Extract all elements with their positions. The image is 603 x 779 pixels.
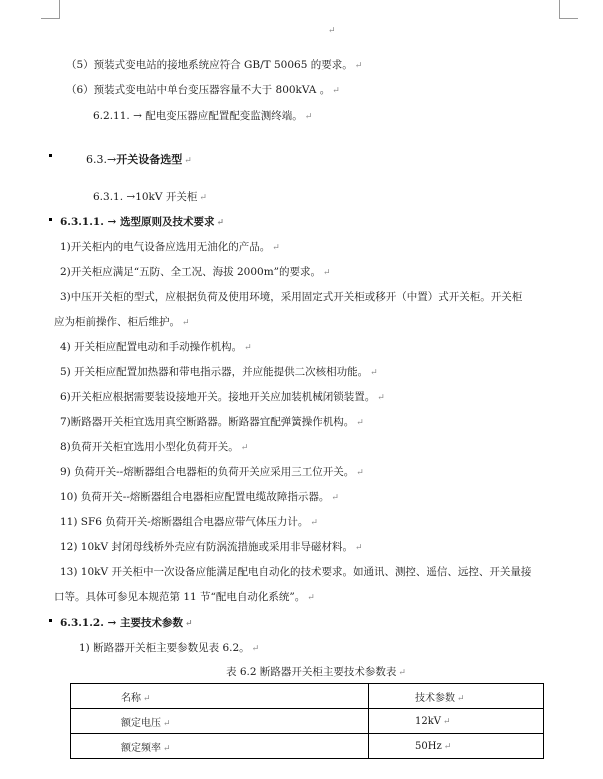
list-item-13-line-1: 13) 10kV 开关柜中一次设备应能满足配电自动化的技术要求。如通讯、测控、遥信、远控、开关量接 [60,566,532,578]
list-item-13-line-2: 口等。具体可参见本规范第 11 节“配电自动化系统”。 ↵ [54,591,315,603]
parameters-table [70,683,544,759]
table-intro: 1) 断路器开关柜主要参数见表 6.2。 ↵ [79,642,260,654]
list-item-1: 1)开关柜内的电气设备应选用无油化的产品。 ↵ [60,241,280,253]
table-cell: 额定电压 ↵ [71,709,369,734]
heading-6-3: 6.3.→开关设备选型 ↵ [86,153,192,166]
heading-bullet [49,154,52,157]
list-item-10: 10) 负荷开关--熔断器组合电器柜应配置电缆故障指示器。 ↵ [60,491,339,503]
page-corner-mark-top-right [559,0,578,19]
list-item-8: 8)负荷开关柜宜选用小型化负荷开关。 ↵ [60,441,249,453]
list-item-3-line-2: 应为柜前操作、柜后维护。 ↵ [54,316,190,328]
table-cell: 12kV ↵ [369,709,544,734]
list-item-12: 12) 10kV 封闭母线桥外壳应有防涡流措施或采用非导磁材料。 ↵ [60,541,363,553]
header-paragraph-mark: ↵ [328,26,336,36]
list-item-5: 5) 开关柜应配置加热器和带电指示器，并应能提供二次核相功能。 ↵ [60,366,378,378]
table-cell: 额定频率 ↵ [71,734,369,759]
table-row [71,709,544,734]
section-6-2-11: 6.2.11. → 配电变压器应配置配变监测终端。 ↵ [93,110,313,122]
heading-bullet [49,218,52,221]
heading-6-3-1-2: 6.3.1.2. → 主要技术参数 ↵ [60,617,193,629]
list-item-3-line-1: 3)中压开关柜的型式，应根据负荷及使用环境，采用固定式开关柜或移开（中置）式开关柜。开关柜 [60,291,523,303]
page-corner-mark-top-left [41,0,60,19]
heading-6-3-1: 6.3.1. →10kV 开关柜 ↵ [93,191,207,203]
list-item-2: 2)开关柜应满足“五防、全工况、海拔 2000m”的要求。 ↵ [60,266,331,278]
table-cell: 50Hz ↵ [369,734,544,759]
heading-bullet [49,619,52,622]
clause-5: （5）预装式变电站的接地系统应符合 GB/T 50065 的要求。 ↵ [66,59,363,71]
list-item-11: 11) SF6 负荷开关-熔断器组合电器应带气体压力计。 ↵ [60,516,318,528]
list-item-6: 6)开关柜应根据需要装设接地开关。接地开关应加装机械闭锁装置。 ↵ [60,391,385,403]
clause-6: （6）预装式变电站中单台变压器容量不大于 800kVA 。 ↵ [66,84,340,96]
list-item-9: 9) 负荷开关--熔断器组合电器柜的负荷开关应采用三工位开关。 ↵ [60,466,364,478]
table-header-cell: 名称 ↵ [71,684,369,709]
table-header-row [71,684,544,709]
list-item-7: 7)断路器开关柜宜选用真空断路器。断路器宜配弹簧操作机构。 ↵ [60,416,364,428]
list-item-4: 4) 开关柜应配置电动和手动操作机构。 ↵ [60,341,252,353]
table-header-cell: 技术参数 ↵ [369,684,544,709]
table-caption: 表 6.2 断路器开关柜主要技术参数表 ↵ [226,666,406,678]
table-row [71,734,544,759]
heading-6-3-1-1: 6.3.1.1. → 选型原则及技术要求 ↵ [60,216,225,228]
